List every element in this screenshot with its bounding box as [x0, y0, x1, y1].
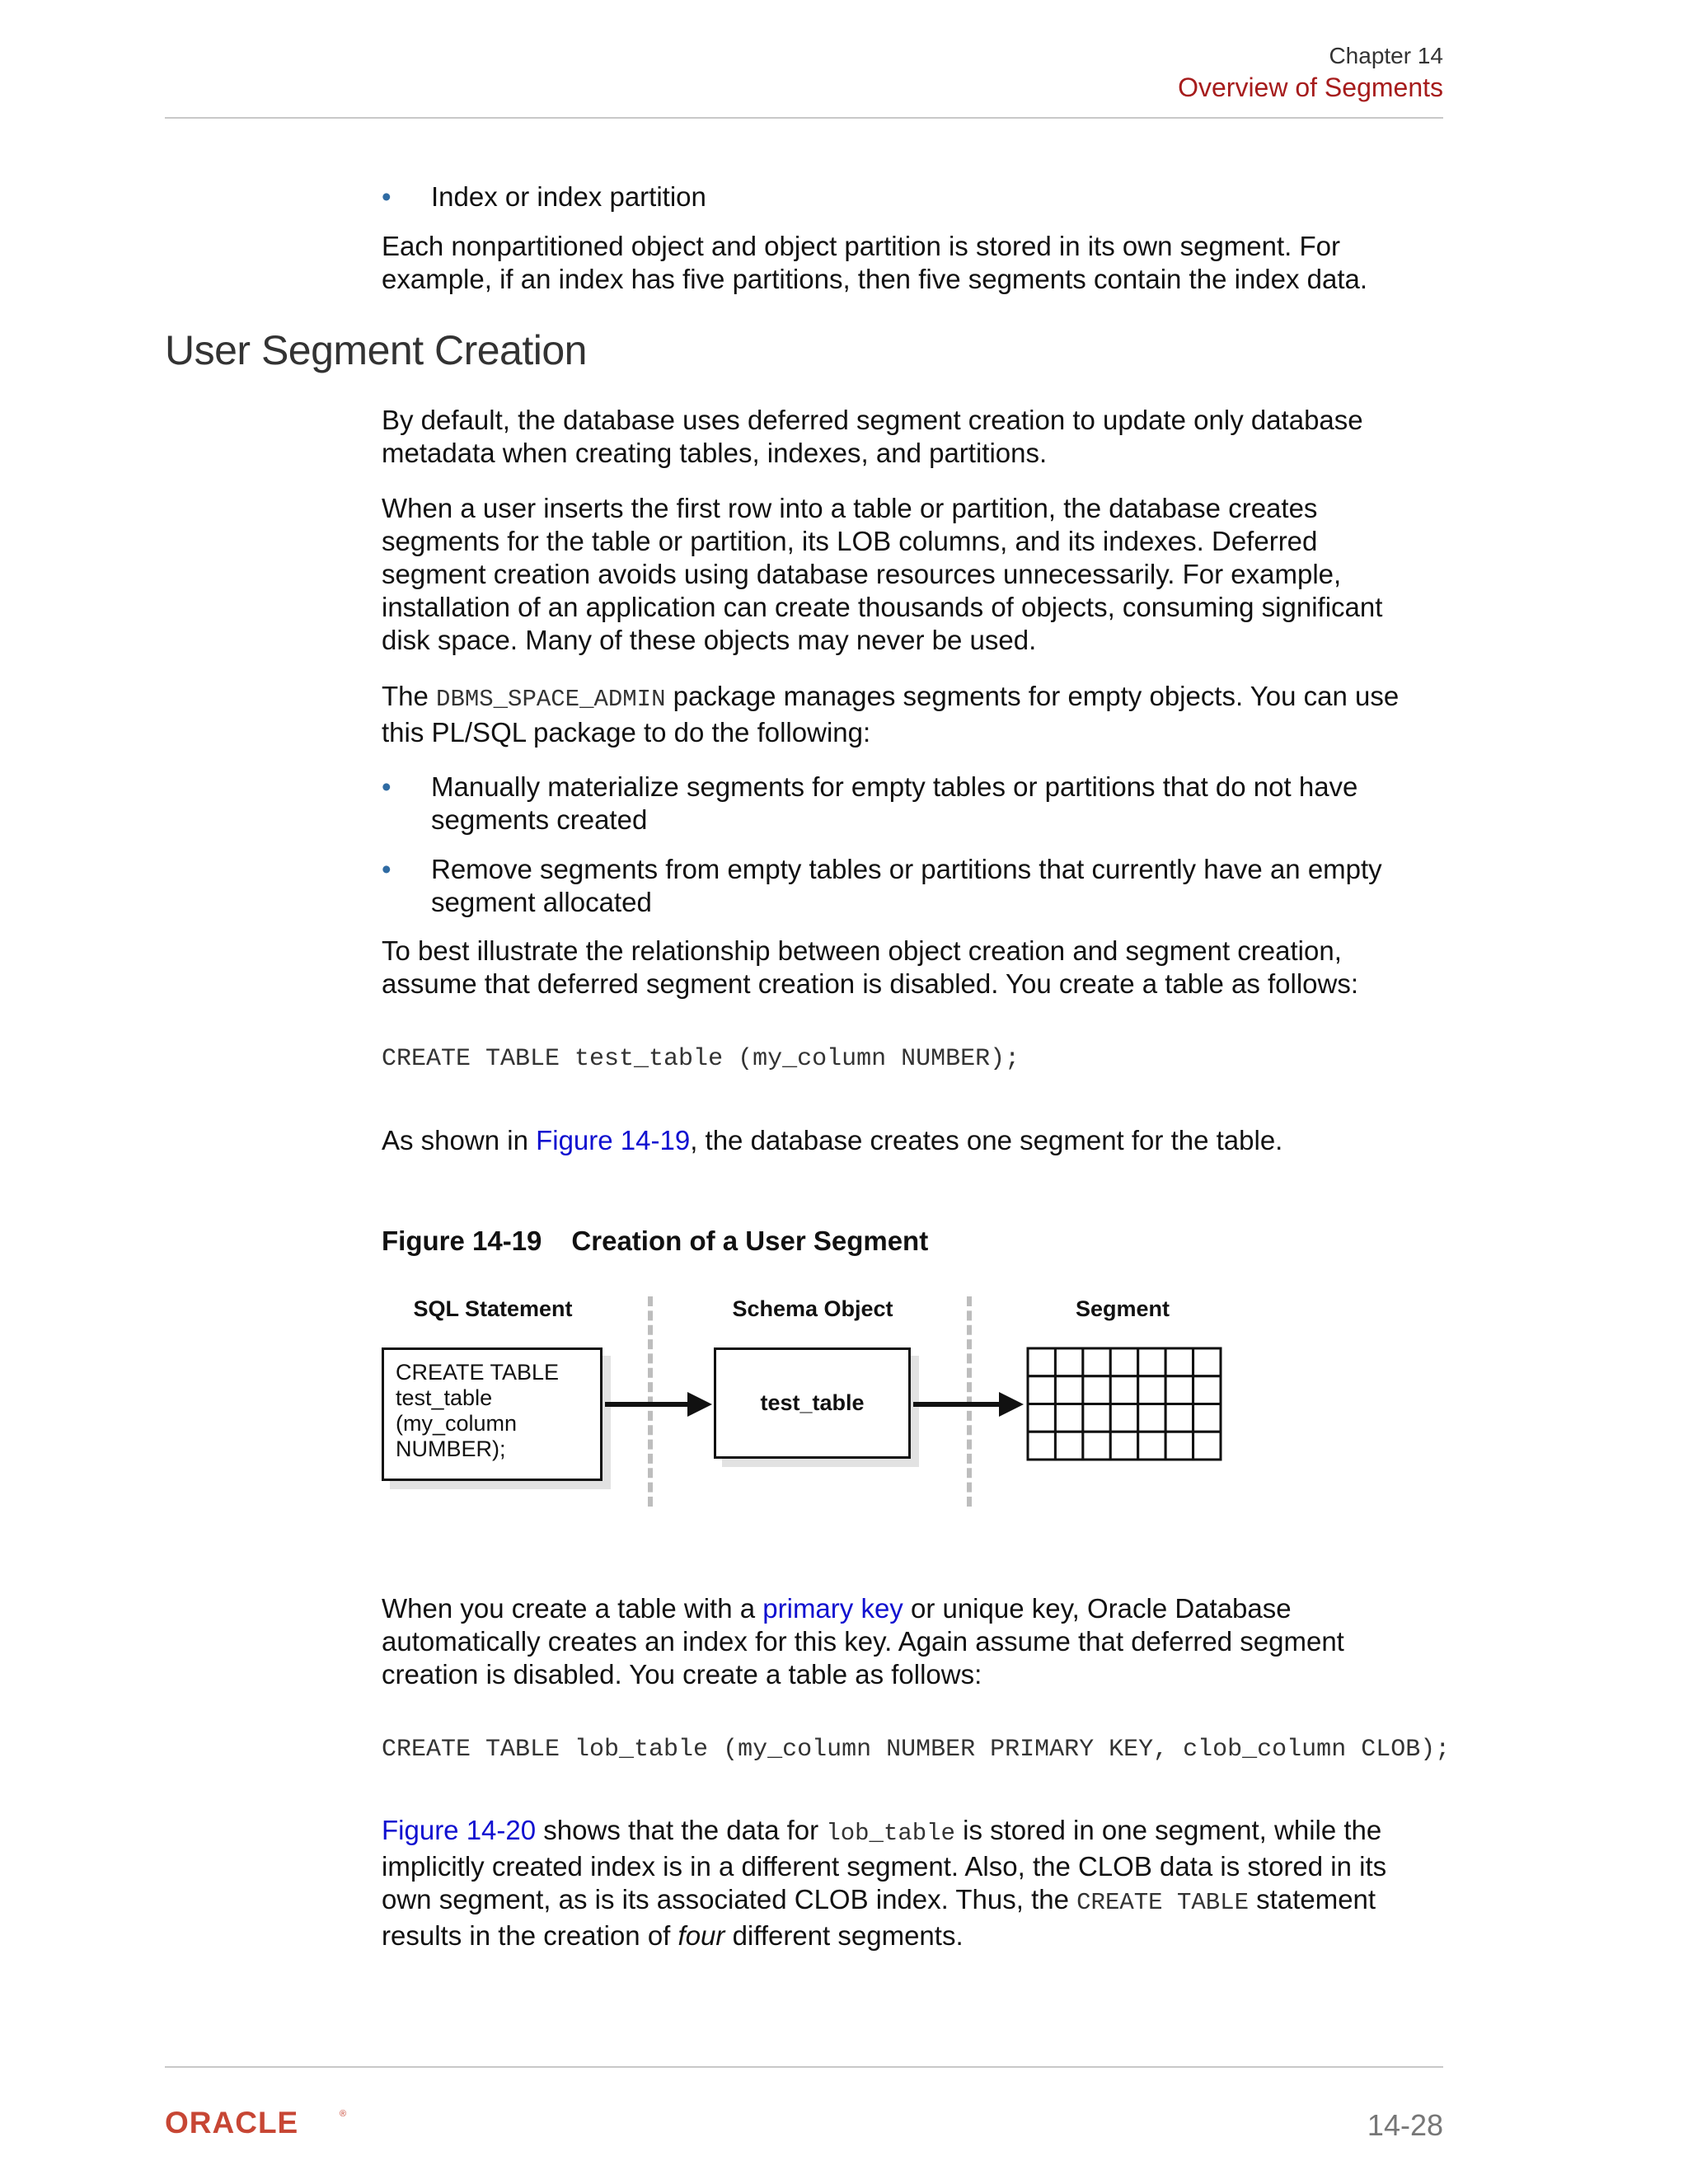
column-heading-schema: Schema Object	[732, 1296, 893, 1321]
segment-cell	[1165, 1376, 1193, 1404]
primary-key-link[interactable]: primary key	[762, 1593, 903, 1624]
svg-text:®: ®	[340, 2109, 347, 2119]
segment-cell	[1193, 1432, 1221, 1460]
bullet-dot: •	[382, 771, 392, 802]
segment-cell	[1055, 1432, 1082, 1460]
segment-cell	[1055, 1376, 1082, 1404]
chapter-label: Chapter 14	[1329, 43, 1443, 68]
code-block: CREATE TABLE lob_table (my_column NUMBER PRIMARY KEY, clob_column CLOB);	[382, 1736, 1451, 1764]
segment-cell	[1193, 1348, 1221, 1376]
sql-statement-box: CREATE TABLE test_table (my_column NUMBER);	[382, 1347, 603, 1481]
segment-grid	[1028, 1348, 1221, 1460]
segment-cell	[1028, 1376, 1055, 1404]
segment-cell	[1083, 1348, 1110, 1376]
arrow-sql-to-object	[605, 1392, 712, 1417]
bullet-item: Manually materialize segments for empty tables or partitions that do not have segments created	[431, 771, 1358, 835]
segment-cell	[1083, 1432, 1110, 1460]
segment-cell	[1193, 1376, 1221, 1404]
paragraph-first-row: When a user inserts the first row into a table or partition, the database creates segments for the table or partition, its LOB columns, and its indexes. Deferred segment creation avoids using database resources unnecessarily. For example, installation of an application can create thousands of objects, consuming significant disk space. Many of these objects may never be used.	[382, 493, 1383, 655]
segment-cell	[1110, 1432, 1137, 1460]
column-heading-sql: SQL Statement	[413, 1296, 573, 1321]
segment-cell	[1083, 1404, 1110, 1432]
segment-cell	[1165, 1348, 1193, 1376]
segment-cell	[1028, 1432, 1055, 1460]
segment-cell	[1055, 1348, 1082, 1376]
segment-cell	[1138, 1404, 1165, 1432]
svg-text:ORACLE: ORACLE	[165, 2108, 299, 2138]
paragraph-illustrate: To best illustrate the relationship between object creation and segment creation, assume that deferred segment creation is disabled. You create a table as follows:	[382, 935, 1359, 999]
figure-title: Figure 14-19 Creation of a User Segment	[382, 1226, 929, 1256]
figure-link[interactable]: Figure 14-19	[536, 1125, 691, 1155]
segment-cell	[1028, 1404, 1055, 1432]
segment-cell	[1138, 1432, 1165, 1460]
segment-cell	[1028, 1348, 1055, 1376]
footer-rule	[165, 2066, 1443, 2068]
section-title: Overview of Segments	[1178, 73, 1443, 102]
section-heading: User Segment Creation	[165, 327, 587, 373]
oracle-logo	[165, 2108, 354, 2138]
segment-cell	[1083, 1376, 1110, 1404]
column-heading-segment: Segment	[1075, 1296, 1170, 1321]
segment-cell	[1110, 1376, 1137, 1404]
page-number: 14-28	[1367, 2108, 1443, 2142]
segment-cell	[1138, 1376, 1165, 1404]
inline-code: lob_table	[826, 1820, 955, 1847]
bullet-item: Remove segments from empty tables or partitions that currently have an empty segment allocated	[431, 854, 1382, 917]
code-block: CREATE TABLE test_table (my_column NUMBER);	[382, 1045, 1020, 1073]
bullet-dot: •	[382, 854, 392, 884]
segment-cell	[1110, 1348, 1137, 1376]
segment-cell	[1138, 1348, 1165, 1376]
inline-code: CREATE TABLE	[1076, 1889, 1249, 1916]
paragraph-as-shown: As shown in Figure 14-19, the database creates one segment for the table.	[382, 1125, 1283, 1155]
segment-cell	[1165, 1432, 1193, 1460]
paragraph-primary-key: When you create a table with a primary key or unique key, Oracle Database automatically creates an index for this key. Again assume that deferred segment creation is disabled. You create a table as follows:	[382, 1593, 1344, 1690]
figure-link[interactable]: Figure 14-20	[382, 1815, 537, 1845]
paragraph-dbms-space-admin: The DBMS_SPACE_ADMIN package manages segments for empty objects. You can use this PL/SQL package to do the following:	[382, 681, 1400, 748]
paragraph-lob-table: Figure 14-20 shows that the data for lob_table is stored in one segment, while the implicitly created index is in a different segment. Also, the CLOB data is stored in its own segment, as is its associated CLOB index. Thus, the CREATE TABLE statement results in the creation of four different segments.	[382, 1815, 1387, 1951]
paragraph-default: By default, the database uses deferred segment creation to update only database metadata when creating tables, indexes, and partitions.	[382, 405, 1363, 468]
arrow-object-to-segment	[913, 1392, 1024, 1417]
segment-cell	[1165, 1404, 1193, 1432]
segment-cell	[1055, 1404, 1082, 1432]
segment-cell	[1193, 1404, 1221, 1432]
bullet-item: Index or index partition	[431, 181, 706, 212]
bullet-dot: •	[382, 181, 392, 212]
segment-cell	[1110, 1404, 1137, 1432]
inline-code: DBMS_SPACE_ADMIN	[436, 686, 666, 713]
intro-paragraph: Each nonpartitioned object and object partition is stored in its own segment. For example, if an index has five partitions, then five segments contain the index data.	[382, 231, 1368, 294]
schema-object-box: test_table	[714, 1347, 911, 1459]
